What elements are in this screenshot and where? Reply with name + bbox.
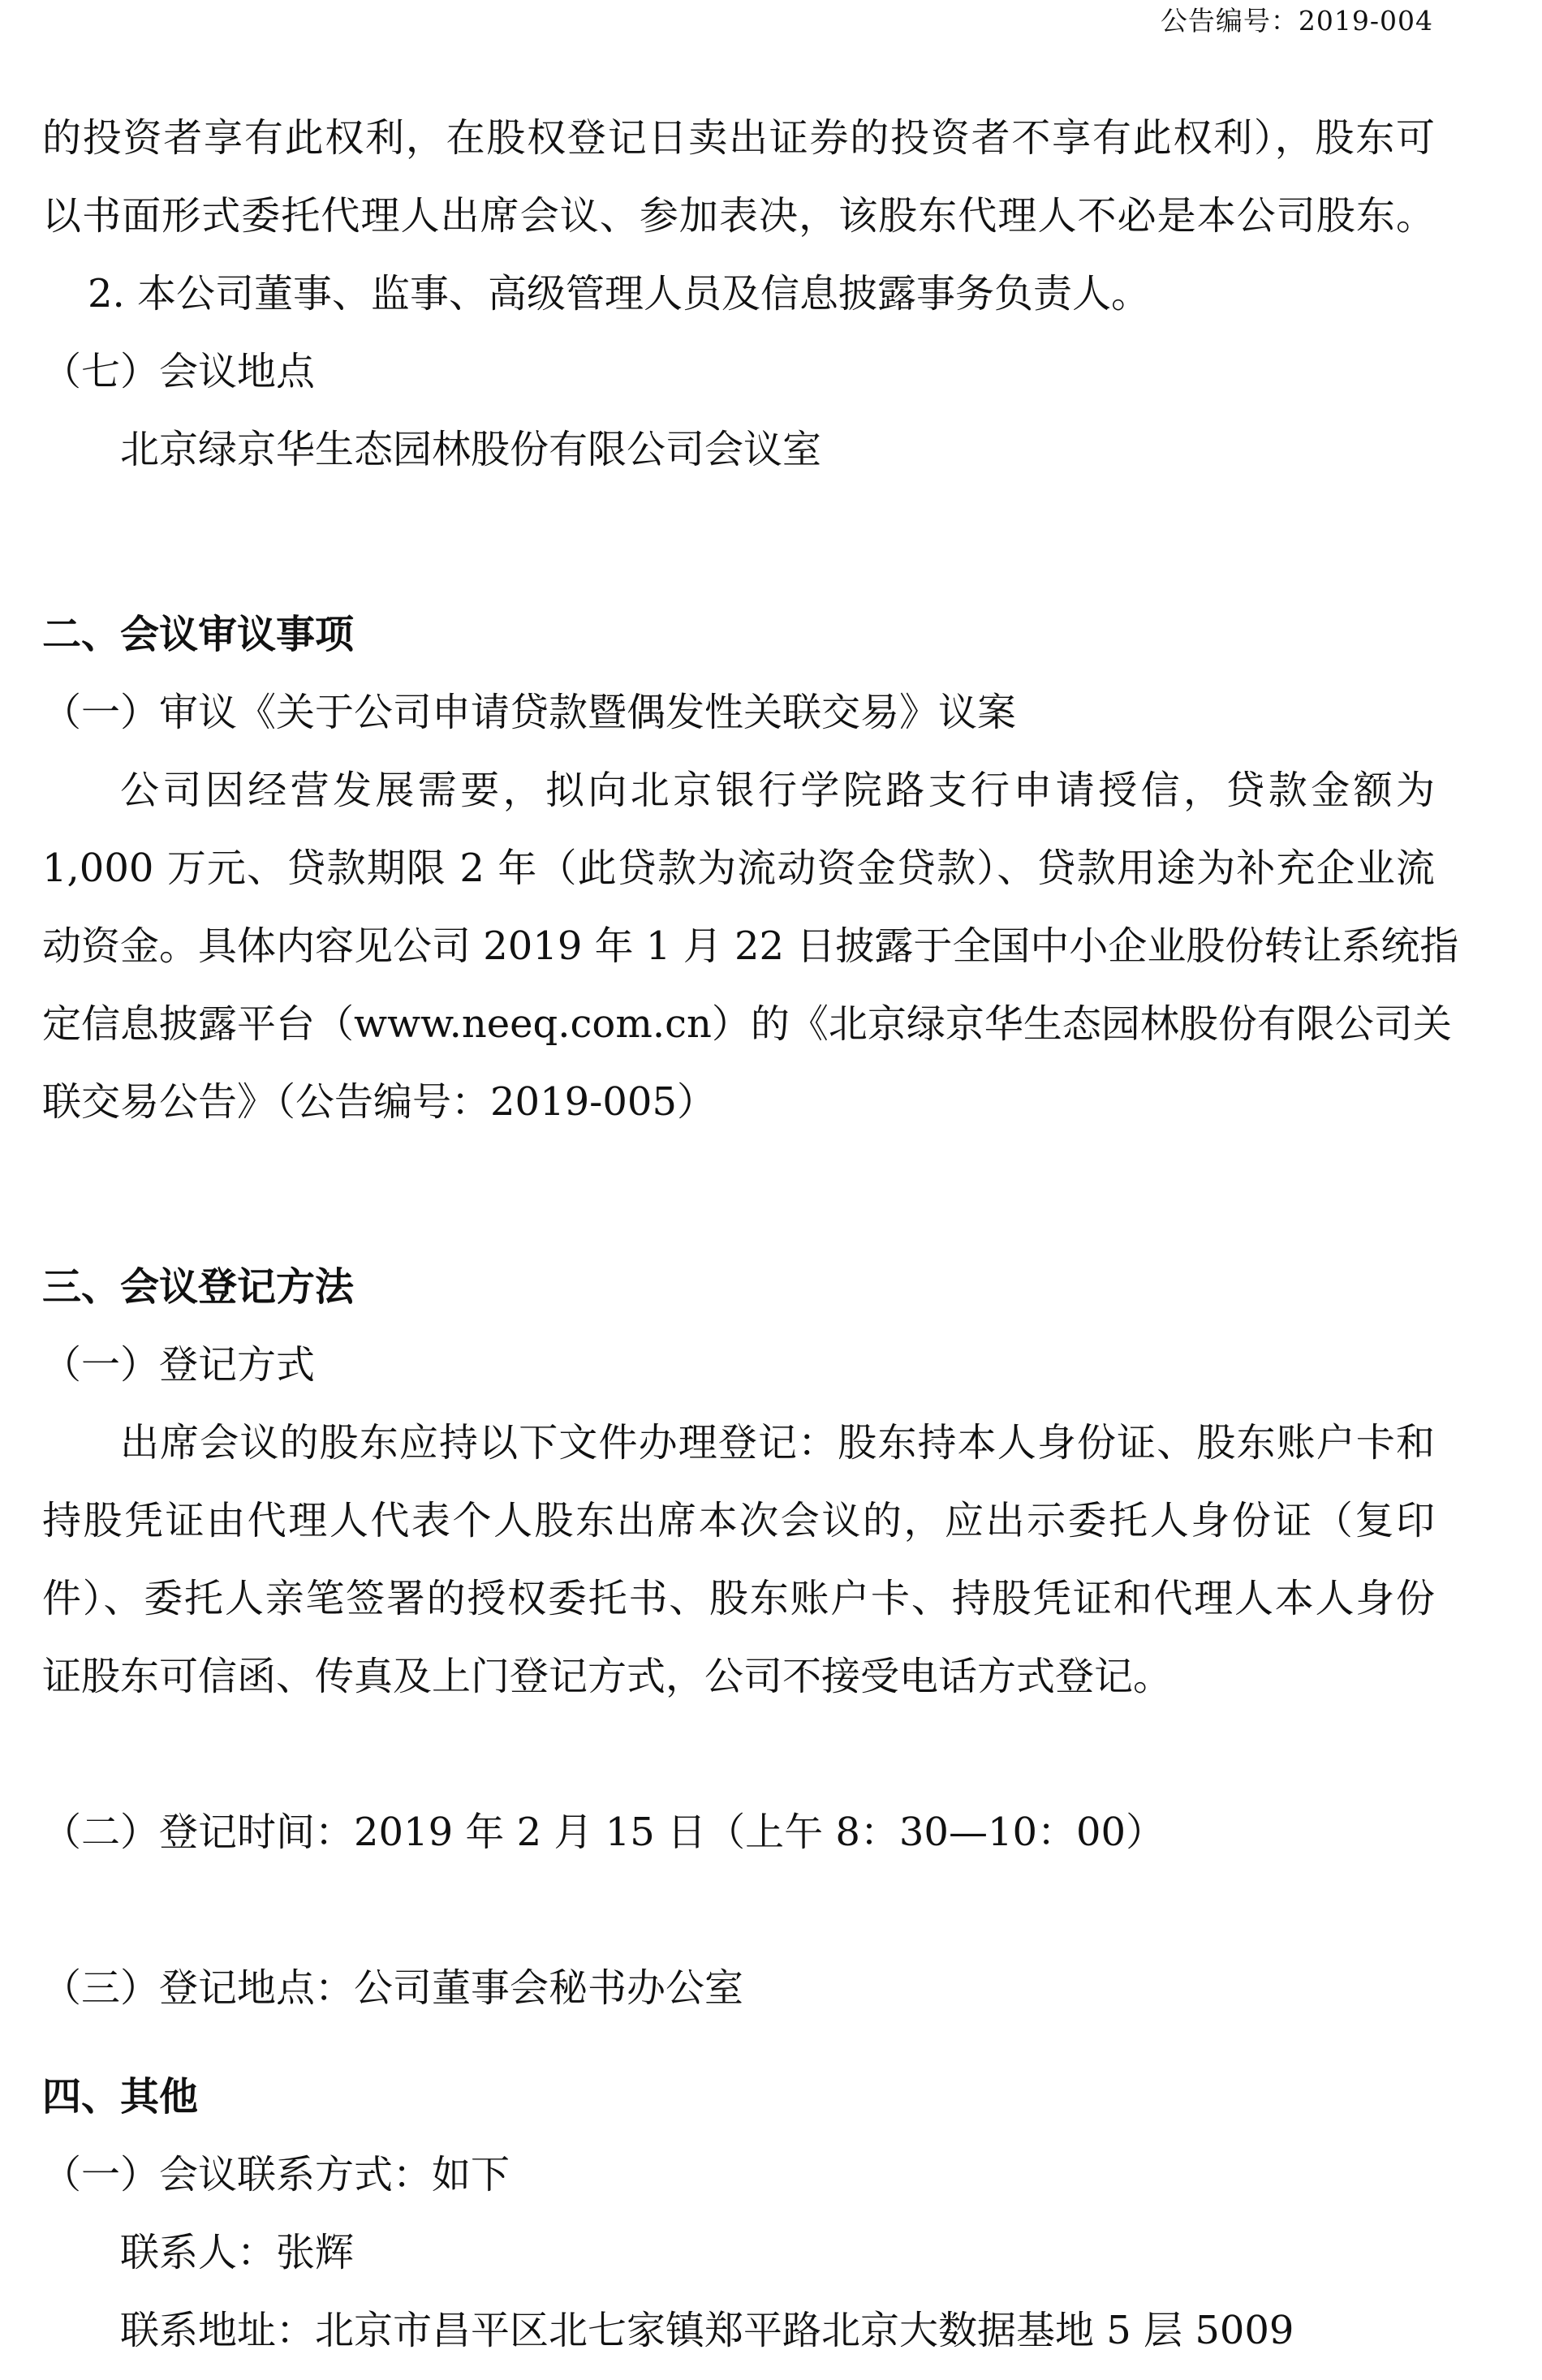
section-title-3: 三、会议登记方法 [42,1264,355,1310]
registration-paragraph-line-3: 件）、委托人亲笔签署的授权委托书、股东账户卡、持股凭证和代理人本人身份 [42,1576,1435,1621]
paragraph-rights-line-2: 以书面形式委托代理人出席会议、参加表决，该股东代理人不必是本公司股东。 [42,193,1435,239]
list-item-2: 2. 本公司董事、监事、高级管理人员及信息披露事务负责人。 [88,271,1151,316]
announcement-number: 公告编号：2019-004 [1160,5,1433,37]
venue-text: 北京绿京华生态园林股份有限公司会议室 [120,427,822,472]
registration-paragraph-line-1: 出席会议的股东应持以下文件办理登记：股东持本人身份证、股东账户卡和 [120,1420,1435,1465]
contact-person: 联系人：张辉 [120,2230,355,2275]
section-title-4: 四、其他 [42,2074,199,2120]
registration-time: （二）登记时间：2019 年 2 月 15 日（上午 8：30—10：00） [42,1810,1165,1855]
subsection-title-contact: （一）会议联系方式：如下 [42,2152,510,2197]
proposal-paragraph-line-5: 联交易公告》（公告编号：2019-005） [42,1079,716,1125]
registration-paragraph-line-4: 证股东可信函、传真及上门登记方式，公司不接受电话方式登记。 [42,1654,1173,1699]
subsection-title-registration-method: （一）登记方式 [42,1342,316,1388]
proposal-paragraph-line-1: 公司因经营发展需要，拟向北京银行学院路支行申请授信，贷款金额为 [120,768,1435,813]
paragraph-rights-line-1: 的投资者享有此权利，在股权登记日卖出证券的投资者不享有此权利），股东可 [42,115,1435,161]
proposal-paragraph-line-3: 动资金。具体内容见公司 2019 年 1 月 22 日披露于全国中小企业股份转让系统指 [42,923,1459,969]
registration-paragraph-line-2: 持股凭证由代理人代表个人股东出席本次会议的，应出示委托人身份证（复印 [42,1498,1435,1543]
registration-place: （三）登记地点：公司董事会秘书办公室 [42,1965,744,2011]
contact-address: 联系地址：北京市昌平区北七家镇郑平路北京大数据基地 5 层 5009 [120,2308,1294,2353]
section-title-2: 二、会议审议事项 [42,612,355,657]
subsection-title-venue: （七）会议地点 [42,349,316,394]
subsection-title-proposal: （一）审议《关于公司申请贷款暨偶发性关联交易》议案 [42,690,1017,735]
proposal-paragraph-line-2: 1,000 万元、贷款期限 2 年（此贷款为流动资金贷款）、贷款用途为补充企业流 [42,846,1435,891]
proposal-paragraph-line-4: 定信息披露平台（www.neeq.com.cn）的《北京绿京华生态园林股份有限公司关 [42,1001,1452,1047]
